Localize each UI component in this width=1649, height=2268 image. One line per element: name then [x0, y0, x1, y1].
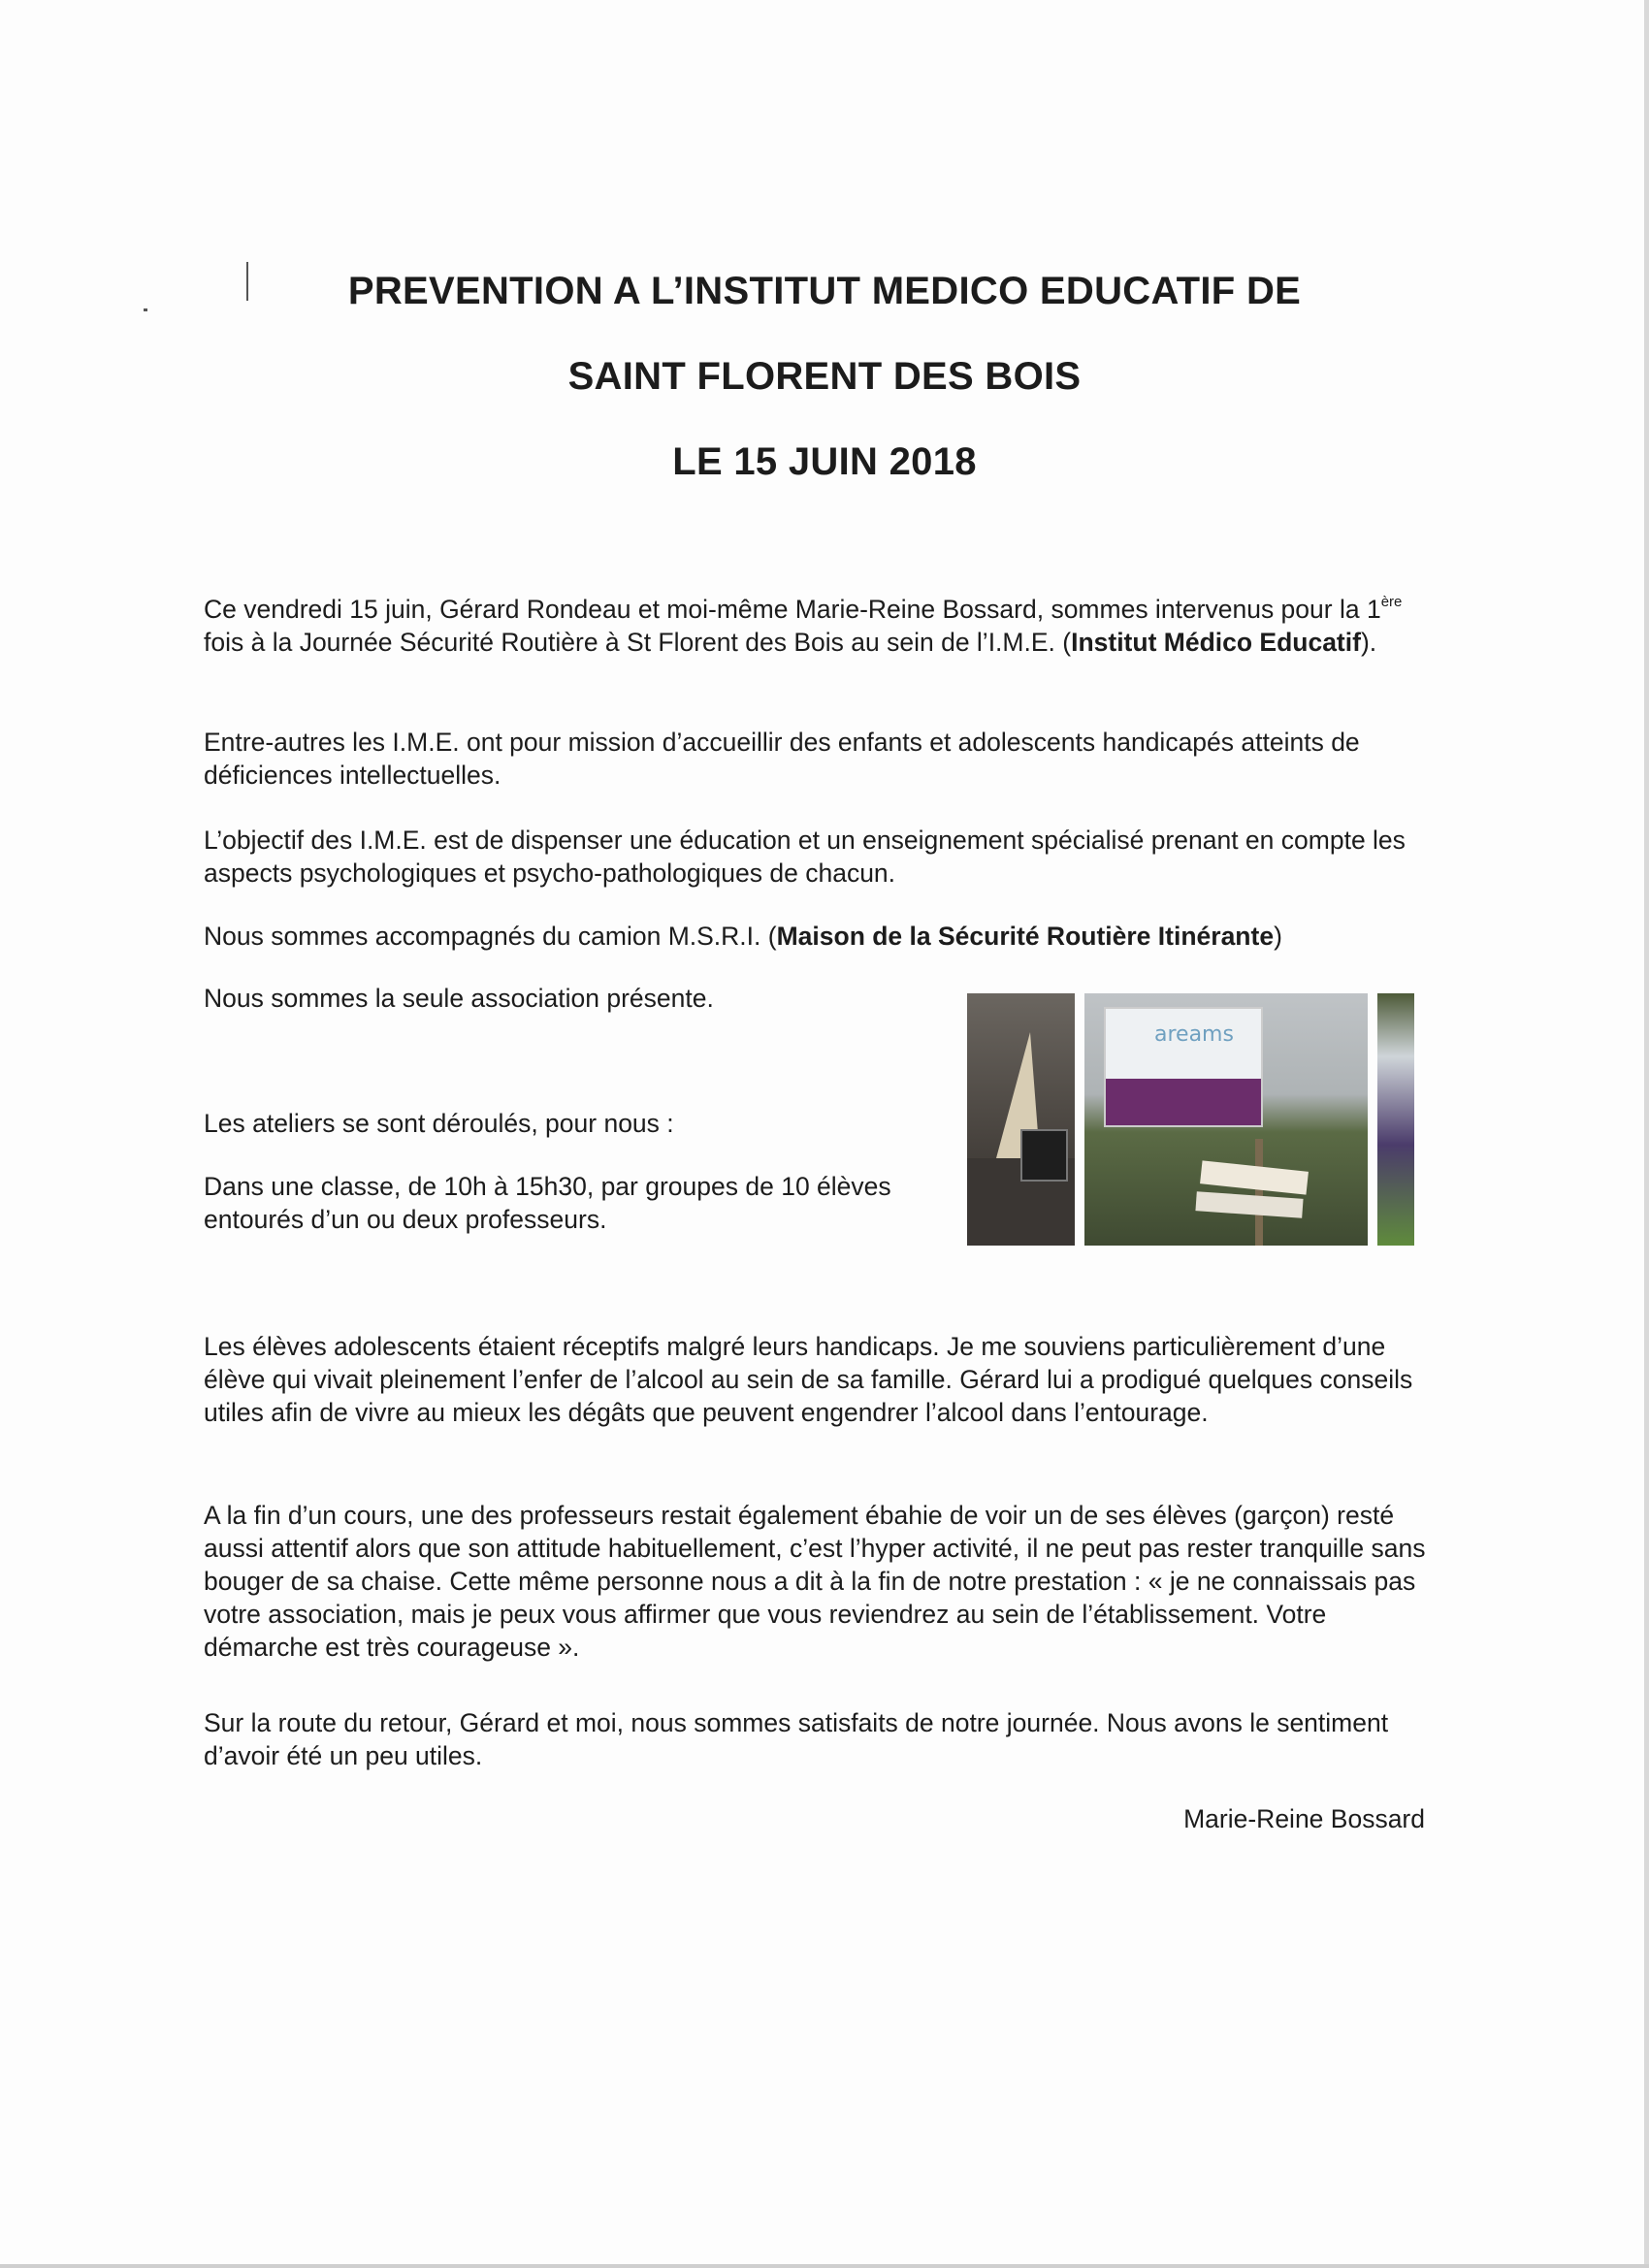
paragraph-mission: Entre-autres les I.M.E. ont pour mission d’accueillir des enfants et adolescents handicapés atteints de déficiences intellectuelles. [204, 728, 1360, 790]
paragraph-students: Les élèves adolescents étaient réceptifs malgré leurs handicaps. Je me souviens particulièrement d’une élève qui vivait pleinement l’enfer de l’alcool au sein de sa famille. Gérard lui a prodigué quelques conseils utiles afin de vivre au mieux les dégâts que peuvent engendrer l’alcool dans l’entourage. [204, 1332, 1413, 1427]
msri-end: ) [1274, 922, 1282, 951]
signature: Marie-Reine Bossard [1183, 1804, 1425, 1833]
intro-bold: Institut Médico Educatif [1071, 628, 1361, 657]
msri-text: Nous sommes accompagnés du camion M.S.R.I. ( [204, 922, 777, 951]
paragraph-return: Sur la route du retour, Gérard et moi, nous sommes satisfaits de notre journée. Nous avons le sentiment d’avoir été un peu utiles. [204, 1708, 1389, 1770]
intro-text-1: Ce vendredi 15 juin, Gérard Rondeau et moi-même Marie-Reine Bossard, sommes intervenus pour la 1 [204, 595, 1381, 624]
superscript-ere: ère [1380, 594, 1403, 610]
paragraph-intro [204, 593, 1431, 659]
intro-end: ). [1360, 628, 1377, 657]
scan-edge-right [1644, 0, 1649, 2268]
paragraph-classe: Dans une classe, de 10h à 15h30, par groupes de 10 élèves entourés d’un ou deux professeurs. [204, 1172, 891, 1234]
paragraph-teacher: A la fin d’un cours, une des professeurs restait également ébahie de voir un de ses élèves (garçon) resté aussi attentif alors que son attitude habituellement, c’est l’hyper activité, il ne peut pas rester tranquille sans bouger de sa chaise. Cette même personne nous a dit à la fin de notre prestation : « je ne connaissais pas votre association, mais je peux vous affirmer que vous reviendrez au sein de l’établissement. Votre démarche est très courageuse ». [204, 1501, 1426, 1662]
classroom-photo [967, 993, 1075, 1246]
intro-text-2: fois à la Journée Sécurité Routière à St Florent des Bois au sein de l’I.M.E. ( [204, 628, 1072, 657]
paragraph-ateliers: Les ateliers se sont déroulés, pour nous : [204, 1109, 674, 1138]
title-line-1: PREVENTION A L’INSTITUT MEDICO EDUCATIF DE [347, 270, 1302, 312]
paragraph-objective: L’objectif des I.M.E. est de dispenser une éducation et un enseignement spécialisé prenant en compte les aspects psychologiques et psycho-pathologiques de chacun. [204, 826, 1406, 888]
sign-photo-cropped [1377, 993, 1414, 1246]
title-line-2: SAINT FLORENT DES BOIS [567, 355, 1082, 398]
photo-sign-text: areams [1154, 1022, 1234, 1047]
paragraph-association: Nous sommes la seule association présente. [204, 984, 714, 1013]
msri-bold: Maison de la Sécurité Routière Itinérante [776, 922, 1275, 951]
areams-sign-photo [1084, 993, 1368, 1246]
title-line-3: LE 15 JUIN 2018 [672, 440, 977, 483]
scan-edge-bottom [0, 2264, 1649, 2268]
paragraph-msri [204, 920, 1431, 953]
